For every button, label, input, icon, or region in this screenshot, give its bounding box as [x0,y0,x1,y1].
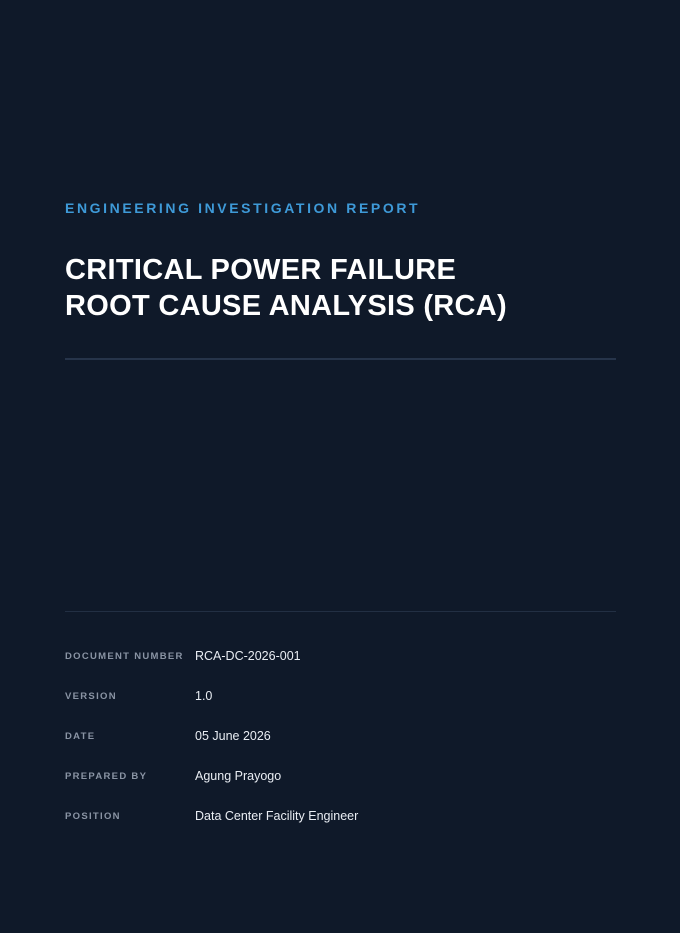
metadata-row-date [65,716,625,756]
metadata-label: DOCUMENT NUMBER [65,650,184,662]
metadata-row-prepared-by [65,756,625,796]
metadata-value: 05 June 2026 [195,729,271,743]
metadata-row-version [65,676,625,716]
document-metadata [65,636,625,836]
metadata-row-position [65,796,625,836]
document-title [65,252,625,324]
metadata-value: 1.0 [195,689,213,703]
metadata-divider [65,611,616,612]
metadata-label: PREPARED BY [65,770,148,782]
metadata-label: POSITION [65,810,121,822]
title-line-2: ROOT CAUSE ANALYSIS (RCA) [65,290,507,322]
report-type-label: ENGINEERING INVESTIGATION REPORT [65,200,421,216]
title-line-1: CRITICAL POWER FAILURE [65,254,457,286]
metadata-value: Data Center Facility Engineer [195,809,359,823]
metadata-value: RCA-DC-2026-001 [195,649,301,663]
metadata-label: VERSION [65,690,117,702]
metadata-row-document-number [65,636,625,676]
metadata-value: Agung Prayogo [195,769,282,783]
metadata-label: DATE [65,730,96,742]
title-divider [65,358,616,360]
